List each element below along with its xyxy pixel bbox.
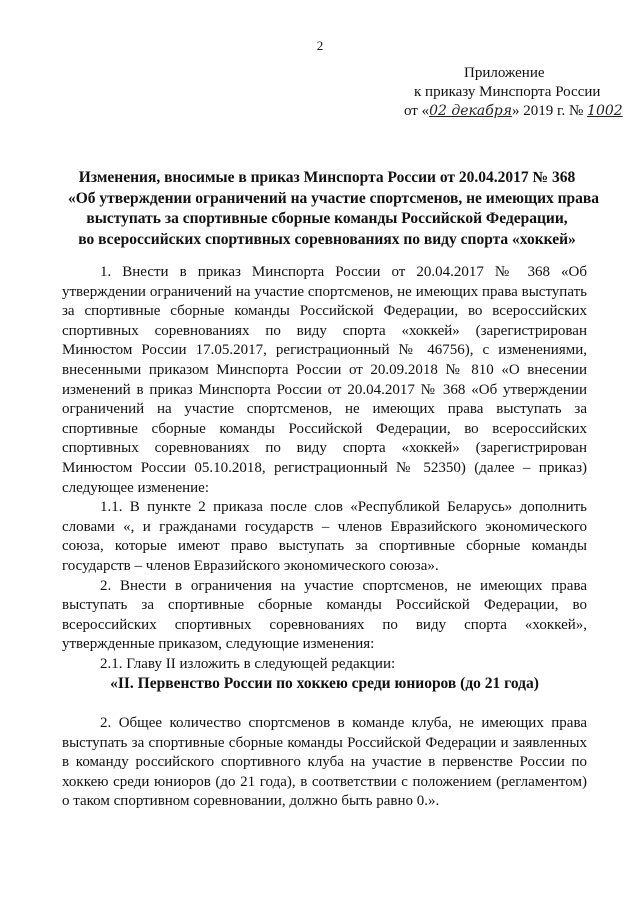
document-body — [62, 263, 587, 812]
appendix-date-prefix: от « — [404, 103, 430, 119]
paragraph-2-1: 2.1. Главу II изложить в следующей редакции: — [100, 655, 396, 672]
appendix-order-ref: к приказу Минспорта России — [414, 84, 601, 100]
paragraph-1: 1. Внести в приказ Минспорта России от 20.04.2017 № 368 «Об утверждении ограничений на участие спортсменов, не имеющих права выступать за спортивные сборные команды Российской Федерации, во всероссийских спортивных соревнованиях по виду спорта «хоккей» (зарегистрирован Минюстом России 17.05.2017, регистрационный № 46756), с изменениями, внесенными приказом Минспорта России от 20.09.2018 № 810 «О внесении изменений в приказ Минспорта России от 20.04.2017 № 368 «Об утверждении ограничений на участие спортсменов, не имеющих права выступать за спортивные сборные команды Российской Федерации, во всероссийских спортивных соревнованиях по виду спорта «хоккей» (зарегистрирован Минюстом России 05.10.2018, регистрационный № 52350) (далее – приказ) следующее изменение: — [62, 264, 587, 496]
paragraph-1-1: 1.1. В пункте 2 приказа после слов «Республикой Беларусь» дополнить словами «, и гражданами государств – членов Евразийского экономического союза, которые имеют право выступать за спортивные сборные команды государств – членов Евразийского экономического союза». — [62, 499, 587, 574]
appendix-date-line: от «02 декабря» 2019 г. № 1002 — [404, 103, 623, 119]
title-line: выступать за спортивные сборные команды Российской Федерации, — [86, 210, 568, 227]
page-number: 2 — [316, 38, 324, 53]
appendix-date-middle: 2019 г. № — [523, 103, 584, 119]
paragraph-2: 2. Внести в ограничения на участие спортсменов, не имеющих права выступать за спортивные сборные команды Российской Федерации, во всероссийских спортивных соревнованиях по виду спорта «хоккей», утвержденные приказом, следующие изменения: — [62, 577, 587, 653]
appendix-block — [404, 64, 623, 121]
document-title — [68, 168, 600, 250]
title-line: во всероссийских спортивных соревнованиях по виду спорта «хоккей» — [78, 230, 576, 248]
handwritten-order-number: 1002 — [587, 103, 623, 119]
chapter-heading: «II. Первенство России по хоккею среди юниоров (до 21 года) — [110, 675, 539, 693]
title-line: «Об утверждении ограничений на участие спортсменов, не имеющих права — [68, 189, 600, 207]
paragraph-new-2: 2. Общее количество спортсменов в команде клуба, не имеющих права выступать за спортивные сборные команды Российской Федерации и заявленных в команду российского спортивного клуба на участие в первенстве России по хоккею среди юниоров (до 21 года), в соответствии с положением (регламентом) о таком спортивном соревновании, должно быть равно 0.». — [62, 715, 587, 810]
appendix-label: Приложение — [464, 65, 545, 81]
title-line: Изменения, вносимые в приказ Минспорта России от 20.04.2017 № 368 — [78, 169, 576, 186]
handwritten-date: 02 декабря — [429, 103, 513, 119]
